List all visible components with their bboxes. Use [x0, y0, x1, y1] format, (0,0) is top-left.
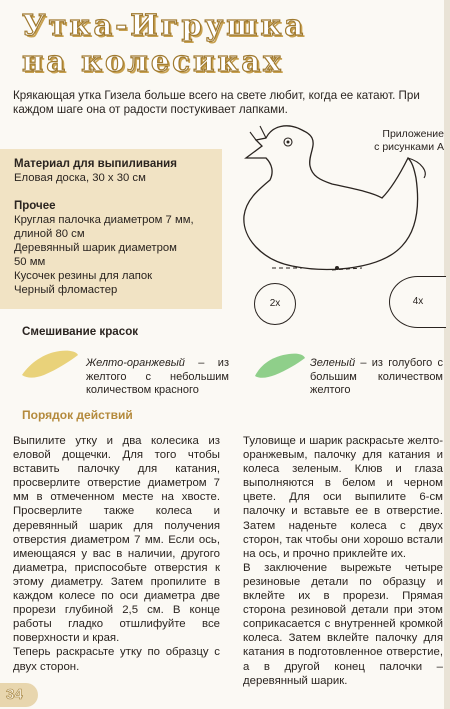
- wheel-large-label: 4x: [389, 276, 446, 328]
- page-number-tab: [0, 683, 38, 707]
- materials-item: длиной 80 см: [14, 228, 85, 240]
- figure-caption-line-1: Приложение: [382, 128, 444, 140]
- figure-caption-line-2: с рисунками А: [374, 141, 444, 153]
- materials-item: Круглая палочка диаметром 7 мм,: [14, 214, 194, 226]
- instructions-paragraph: Выпилите утку и два колесика из еловой дощечки. Для того чтобы вставить палочку для катания, просверлите отверстие диаметром 7 мм в отмеченном месте на хвосте. Просверлите также колеса и деревянный шарик для получения отверстия диаметром 7 мм. Если ось, имеющаяся у вас в наличии, другого диаметра, приспособьте отверстия к этому диаметру. Затем пропилите в каждом колесе по оси диаметра две прорези глубиной 2,5 см. В конце работы гладко отшлифуйте все поверхности и края.: [13, 435, 220, 645]
- instructions-column-1: [13, 434, 220, 674]
- instructions-paragraph: Теперь раскрасьте утку по образцу с двух сторон.: [13, 646, 220, 673]
- materials-board: Еловая доска, 30 х 30 см: [14, 172, 146, 184]
- materials-box: [0, 149, 222, 309]
- yellow-mix-description: – из желтого с небольшим количеством красного: [86, 357, 229, 396]
- figure-caption: [359, 128, 444, 154]
- green-paint-swatch: [251, 350, 307, 380]
- yellow-paint-swatch: [18, 347, 80, 381]
- green-mix-text: [310, 357, 443, 398]
- intro-paragraph: Крякающая утка Гизела больше всего на свете любит, когда ее катают. При каждом шаге она от радости постукивает лапками.: [13, 89, 420, 116]
- other-heading: Прочее: [14, 200, 56, 212]
- page-title-line-1: Утка-Игрушка: [22, 8, 307, 42]
- mixing-heading: Смешивание красок: [22, 325, 139, 338]
- materials-item: Деревянный шарик диаметром: [14, 242, 177, 254]
- steps-heading: Порядок действий: [22, 408, 133, 422]
- yellow-color-name: Желто-оранжевый: [86, 357, 185, 369]
- instructions-paragraph: В заключение вырежьте четыре резиновые детали по образцу и вклейте их в прорези. Прямая сторона резиновой детали при этом соприкасается с внутренней кромкой колеса. Затем вклейте палочку для катания в подготовленное отверстие, а в другой конец палочки – деревянный шарик.: [243, 561, 443, 687]
- instructions-paragraph: Туловище и шарик раскрасьте желто-оранжевым, палочку для катания и колеса зеленым. Клюв и глаза выполняются в белом и черном цвете. Для оси выпилите 6-см палочку и вставьте ее в отверстие. Затем наденьте колеса с двух сторон, так чтобы они хорошо встали на ось, и прочно приклейте их.: [243, 435, 443, 560]
- page-edge: [444, 0, 450, 709]
- page-number: 34: [6, 686, 23, 703]
- wheel-small-label: 2x: [254, 283, 296, 325]
- instructions-column-2: [243, 434, 443, 688]
- page-title-line-2: на колесиках: [22, 44, 284, 78]
- green-color-name: Зеленый: [310, 357, 356, 369]
- materials-item: Кусочек резины для лапок: [14, 270, 153, 282]
- green-mix-description: – из голубого с большим количеством желтого: [310, 357, 443, 396]
- yellow-mix-text: [86, 357, 229, 398]
- materials-heading: Материал для выпиливания: [14, 158, 177, 170]
- materials-item: 50 мм: [14, 256, 46, 268]
- materials-item: Черный фломастер: [14, 284, 118, 296]
